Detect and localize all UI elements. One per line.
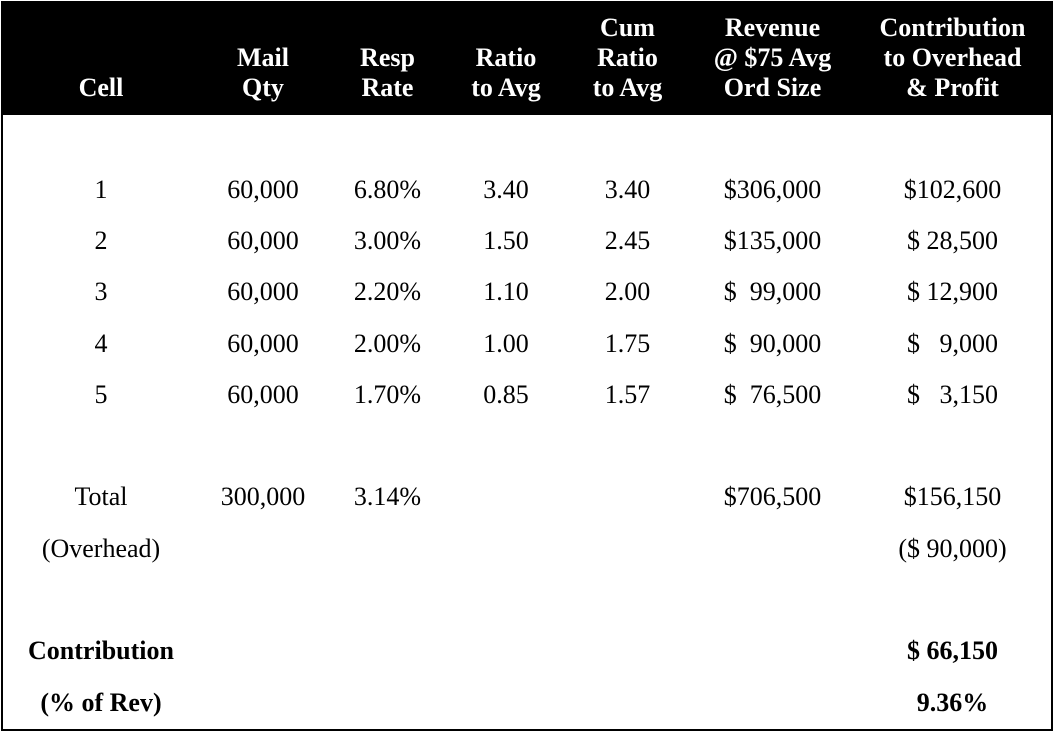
- cell-number: 5: [94, 379, 108, 409]
- contribution: $102,600: [903, 174, 1002, 204]
- table-row: [3, 267, 1051, 318]
- total-mail-qty: 300,000: [220, 482, 306, 512]
- mail-qty: 60,000: [227, 379, 299, 409]
- overhead-label: (Overhead): [41, 533, 161, 563]
- header-resp-rate: Resp Rate: [327, 3, 448, 115]
- contribution: $ 9,000: [907, 328, 998, 358]
- total-resp-rate: 3.14%: [353, 482, 422, 512]
- overhead-row: [3, 523, 1051, 574]
- ratio-to-avg: 3.40: [483, 174, 529, 204]
- cum-ratio-to-avg: 2.00: [604, 277, 651, 307]
- mail-qty: 60,000: [227, 328, 299, 358]
- cum-ratio-to-avg: 1.75: [604, 328, 651, 358]
- header-row: [3, 3, 1051, 115]
- header-contribution: Contribution to Overhead & Profit: [854, 3, 1051, 115]
- pct-of-rev-label: (% of Rev): [40, 687, 162, 717]
- mail-qty: 60,000: [227, 174, 299, 204]
- total-revenue: $706,500: [723, 482, 822, 512]
- resp-rate: 1.70%: [353, 379, 422, 409]
- contribution: $ 3,150: [907, 379, 998, 409]
- table-row: [3, 164, 1051, 215]
- overhead-value: ($ 90,000): [898, 533, 1007, 563]
- cell-number: 2: [94, 225, 108, 255]
- net-contribution-value: $ 66,150: [907, 636, 998, 666]
- header-cell: Cell: [3, 3, 199, 115]
- cell-number: 4: [94, 328, 108, 358]
- ratio-to-avg: 1.00: [483, 328, 529, 358]
- table-row: [3, 369, 1051, 420]
- ratio-to-avg: 0.85: [483, 379, 529, 409]
- cum-ratio-to-avg: 1.57: [604, 379, 651, 409]
- total-contribution: $156,150: [903, 482, 1002, 512]
- pct-of-rev-row: [3, 677, 1051, 728]
- spacer-row: [3, 115, 1051, 164]
- cell-number: 1: [94, 174, 108, 204]
- pct-of-rev-value: 9.36%: [916, 687, 989, 717]
- resp-rate: 2.20%: [353, 277, 422, 307]
- spacer-row: [3, 420, 1051, 471]
- net-contribution-row: [3, 626, 1051, 677]
- ratio-to-avg: 1.10: [483, 277, 529, 307]
- header-mail-qty: Mail Qty: [199, 3, 327, 115]
- resp-rate: 2.00%: [353, 328, 422, 358]
- table-row: [3, 215, 1051, 266]
- cum-ratio-to-avg: 2.45: [604, 225, 651, 255]
- total-row: [3, 472, 1051, 523]
- net-contribution-label: Contribution: [28, 636, 174, 666]
- mail-qty: 60,000: [227, 225, 299, 255]
- cum-ratio-to-avg: 3.40: [604, 174, 651, 204]
- revenue: $ 76,500: [723, 379, 822, 409]
- resp-rate: 6.80%: [353, 174, 422, 204]
- revenue: $306,000: [723, 174, 822, 204]
- cell-number: 3: [94, 277, 108, 307]
- mailing-results-table-frame: [1, 1, 1053, 731]
- total-label: Total: [74, 482, 128, 512]
- contribution: $ 12,900: [907, 277, 998, 307]
- header-cum-ratio-to-avg: Cum Ratio to Avg: [564, 3, 691, 115]
- header-revenue: Revenue @ $75 Avg Ord Size: [691, 3, 854, 115]
- ratio-to-avg: 1.50: [483, 225, 529, 255]
- spacer-row: [3, 574, 1051, 625]
- revenue: $ 99,000: [723, 277, 822, 307]
- table-row: [3, 318, 1051, 369]
- mailing-results-table: [3, 3, 1051, 728]
- revenue: $ 90,000: [723, 328, 822, 358]
- resp-rate: 3.00%: [353, 225, 422, 255]
- header-ratio-to-avg: Ratio to Avg: [448, 3, 564, 115]
- contribution: $ 28,500: [907, 225, 998, 255]
- mail-qty: 60,000: [227, 277, 299, 307]
- revenue: $135,000: [723, 225, 822, 255]
